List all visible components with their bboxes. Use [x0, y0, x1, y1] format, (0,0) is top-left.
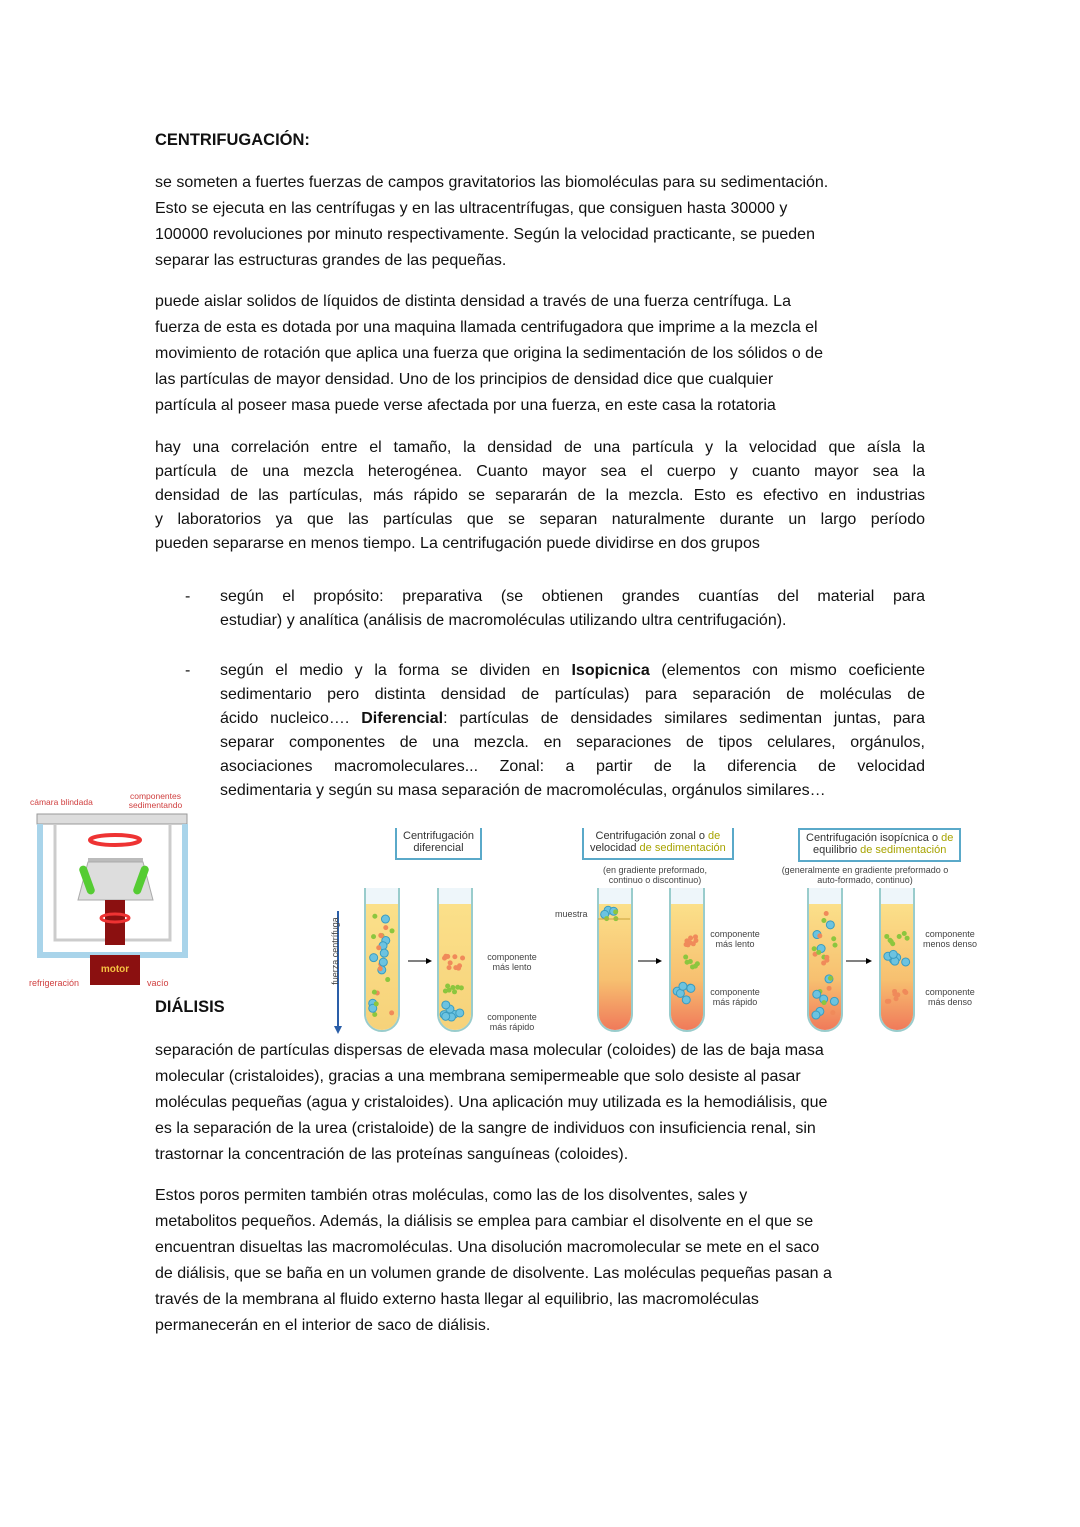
- particle: [613, 909, 618, 914]
- arrow-head: [656, 958, 662, 964]
- box-zonal: [582, 828, 734, 860]
- text-line: fuerza de esta es dotada por una maquina llamada centrifugadora que imprime a la mezcla el: [155, 319, 818, 336]
- box-diferencial: [395, 828, 482, 860]
- section-title-centrifugacion: CENTRIFUGACIÓN:: [155, 131, 310, 149]
- particle: [371, 934, 376, 939]
- particle: [812, 1011, 820, 1019]
- label-motor: motor: [100, 964, 130, 975]
- particle: [826, 921, 834, 929]
- text-line: metabolitos pequeños. Además, la diálisis se emplea para cambiar el disolvente en el que se: [155, 1213, 814, 1230]
- text-line: moléculas pequeñas (agua y cristaloides). Una aplicación muy utilizada es la hemodiálisis, que: [155, 1094, 828, 1111]
- text-line: Esto se ejecuta en las centrífugas y en las ultracentrífugas, que consiguen hasta 30000 y: [155, 200, 788, 217]
- text-line: según el propósito: preparativa (se obtienen grandes cuantías del material para: [220, 588, 925, 605]
- particle: [693, 934, 698, 939]
- particle: [895, 992, 900, 997]
- bullet-dash: -: [185, 588, 191, 605]
- paragraph-3: [155, 436, 925, 556]
- text: Centrifugación isopícnica o: [806, 832, 942, 844]
- text: de: [708, 830, 721, 842]
- term-isopicnica: Isopicnica: [571, 662, 650, 679]
- particle: [456, 1009, 464, 1017]
- particle: [890, 941, 895, 946]
- bullet-dash: -: [185, 662, 191, 679]
- paragraph-2: [155, 289, 925, 419]
- label-zonal-lento: componente más lento: [710, 929, 760, 949]
- text-line: trastornar la concentración de las proteínas sanguíneas (coloides).: [155, 1146, 629, 1163]
- text-line: se someten a fuertes fuerzas de campos gravitatorios las biomoléculas para su sedimentación.: [155, 174, 829, 191]
- particle: [902, 958, 910, 966]
- particle: [448, 960, 453, 965]
- particle: [824, 958, 829, 963]
- label-muestra: muestra: [555, 909, 588, 919]
- text: Centrifugación: [403, 830, 474, 842]
- text-line: partícula de una mezcla heterogénea. Cuanto mayor sea el cuerpo y cuanto mayor sea la: [155, 463, 925, 480]
- text: velocidad: [590, 842, 640, 854]
- particle: [450, 985, 455, 990]
- note-zonal: (en gradiente preformado, continuo o discontinuo): [602, 865, 708, 885]
- particle: [452, 989, 457, 994]
- text: equilibrio: [813, 844, 861, 856]
- text-line: y laboratorios ya que las partículas que se separan naturalmente durante un largo período: [155, 511, 925, 528]
- particle: [443, 954, 448, 959]
- particle: [833, 943, 838, 948]
- particle: [378, 966, 383, 971]
- text-line: 100000 revoluciones por minuto respectivamente. Según la velocidad practicante, se pueden: [155, 226, 815, 243]
- particle: [693, 964, 698, 969]
- arrow-head: [866, 958, 872, 964]
- text-line: hay una correlación entre el tamaño, la densidad de una partícula y la velocidad que aísla la: [155, 439, 925, 456]
- label-camara-blindada: cámara blindada: [30, 797, 93, 807]
- particle: [886, 999, 891, 1004]
- text-line: asociaciones macromoleculares... Zonal: a partir de la diferencia de velocidad: [220, 758, 925, 775]
- box-isopicnica: [798, 828, 961, 862]
- text: de: [941, 832, 954, 844]
- particle: [831, 936, 836, 941]
- particle: [379, 933, 384, 938]
- particle: [685, 960, 690, 965]
- text-line: permanecerán en el interior de saco de diálisis.: [155, 1317, 491, 1334]
- text-line: puede aislar solidos de líquidos de distinta densidad a través de una fuerza centrífuga. La: [155, 293, 791, 310]
- paragraph-1: [155, 170, 925, 274]
- label-refrigeracion: refrigeración: [29, 978, 80, 988]
- particle: [374, 1001, 379, 1006]
- particle: [445, 984, 450, 989]
- particle: [821, 918, 826, 923]
- particle: [687, 984, 695, 992]
- particle: [902, 989, 907, 994]
- particle: [370, 954, 378, 962]
- particle: [828, 976, 833, 981]
- particle: [822, 1000, 827, 1005]
- tube-liquid: [671, 904, 703, 1030]
- particle: [687, 940, 692, 945]
- text-line: es la separación de la urea (cristaloide) de la sangre de individuos con insuficiencia renal, sin: [155, 1120, 816, 1137]
- particle: [683, 955, 688, 960]
- text-line: densidad de las partículas, más rápido se separarán de la mezcla. Esto es efectivo en industrias: [155, 487, 925, 504]
- particle: [453, 965, 458, 970]
- tube-liquid: [881, 904, 913, 1030]
- text: de sedimentación: [639, 842, 726, 854]
- text-line: sedimentaria y según su masa separación de macromoléculas, orgánulos similares…: [220, 782, 826, 799]
- particle: [376, 945, 381, 950]
- particle: [884, 934, 889, 939]
- particle: [830, 997, 838, 1005]
- text: [220, 731, 925, 803]
- text-line: pueden separarse en menos tiempo. La centrifugación puede dividirse en dos grupos: [155, 535, 760, 552]
- particle: [447, 965, 452, 970]
- note-isopicnica: (generalmente en gradiente preformado o auto-formado, continuo): [781, 865, 949, 885]
- particle: [905, 936, 910, 941]
- text-line: separar componentes de una mezcla. en separaciones de tipos celulares, orgánulos,: [220, 734, 925, 751]
- particle: [380, 949, 388, 957]
- term-diferencial: Diferencial: [361, 710, 444, 727]
- text-line: encuentran disueltas las macromoléculas. Una disolución macromolecular se mete en el saco: [155, 1239, 820, 1256]
- label-vacio: vacío: [147, 978, 169, 988]
- text: según el medio y la forma se dividen en: [220, 662, 572, 679]
- particle: [812, 946, 817, 951]
- particle: [372, 914, 377, 919]
- particle: [813, 990, 821, 998]
- label-zonal-rapido: componente más rápido: [710, 987, 760, 1007]
- particle: [442, 1001, 450, 1009]
- particle: [816, 950, 821, 955]
- text-line: Estos poros permiten también otras moléculas, como las de los disolventes, sales y: [155, 1187, 748, 1204]
- dialisis-paragraph-1: [155, 1038, 925, 1168]
- particle: [372, 990, 377, 995]
- label-componentes: componentes sedimentando: [128, 791, 183, 810]
- particle: [830, 1010, 835, 1015]
- particle: [827, 986, 832, 991]
- text-line: las partículas de mayor densidad. Uno de los principios de densidad dice que cualquier: [155, 371, 774, 388]
- text: ácido nucleico….: [220, 710, 362, 727]
- text-line: molecular (cristaloides), gracias a una membrana semipermeable que solo desiste al pasar: [155, 1068, 801, 1085]
- label-iso-menos-denso: componente menos denso: [922, 929, 978, 949]
- dialisis-paragraph-2: [155, 1183, 925, 1339]
- particle: [902, 931, 907, 936]
- particle: [817, 933, 822, 938]
- label-dif-lento: componente más lento: [487, 952, 537, 972]
- text: Centrifugación zonal o: [595, 830, 709, 842]
- force-arrow-head: [334, 1026, 342, 1034]
- particle: [679, 982, 687, 990]
- text: sedimentario pero distinta densidad de partículas) para separación de moléculas de: [220, 686, 925, 703]
- particle: [442, 1012, 450, 1020]
- centrifuge-diagram: [25, 790, 195, 990]
- particle: [452, 954, 457, 959]
- label-iso-mas-denso: componente más denso: [925, 987, 975, 1007]
- particle: [682, 996, 690, 1004]
- particle: [897, 934, 902, 939]
- particle: [379, 958, 387, 966]
- text-line: estudiar) y analítica (análisis de macromoléculas utilizando ultra centrifugación).: [220, 612, 787, 629]
- particle: [381, 915, 389, 923]
- text: de sedimentación: [860, 844, 947, 856]
- text: diferencial: [413, 842, 464, 854]
- particle: [390, 928, 395, 933]
- particle: [889, 950, 897, 958]
- centrifugation-methods-diagram: [320, 828, 1000, 1038]
- text-line: separación de partículas dispersas de elevada masa molecular (coloides) de las de baja masa: [155, 1042, 824, 1059]
- particle: [824, 911, 829, 916]
- text-line: movimiento de rotación que aplica una fuerza que origina la sedimentación de los sólidos o de: [155, 345, 823, 362]
- bullet-medio: [220, 659, 925, 803]
- particle: [385, 977, 390, 982]
- text-line: través de la membrana al fluido externo hasta llegar al equilibrio, las macromoléculas: [155, 1291, 759, 1308]
- centrifuge-illustration: [25, 790, 195, 990]
- text-line: partícula al poseer masa puede verse afectada por una fuerza, en este casa la rotatoria: [155, 397, 776, 414]
- particle: [383, 925, 388, 930]
- text-line: de diálisis, que se baña en un volumen grande de disolvente. Las moléculas pequeñas pasan a: [155, 1265, 832, 1282]
- particle: [455, 985, 460, 990]
- text: : partículas de densidades similares sedimentan juntas, para: [443, 710, 925, 727]
- label-fuerza-centrifuga: fuerza centrífuga: [330, 917, 340, 985]
- text-line: separar las estructuras grandes de las pequeñas.: [155, 252, 507, 269]
- section-title-dialisis: DIÁLISIS: [155, 998, 225, 1016]
- particle: [389, 1010, 394, 1015]
- tube-liquid: [599, 904, 631, 1030]
- arrow-head: [426, 958, 432, 964]
- particle: [460, 956, 465, 961]
- label-dif-rapido: componente más rápido: [487, 1012, 537, 1032]
- text: (elementos con mismo coeficiente: [649, 662, 925, 679]
- bullet-proposito: [220, 585, 925, 633]
